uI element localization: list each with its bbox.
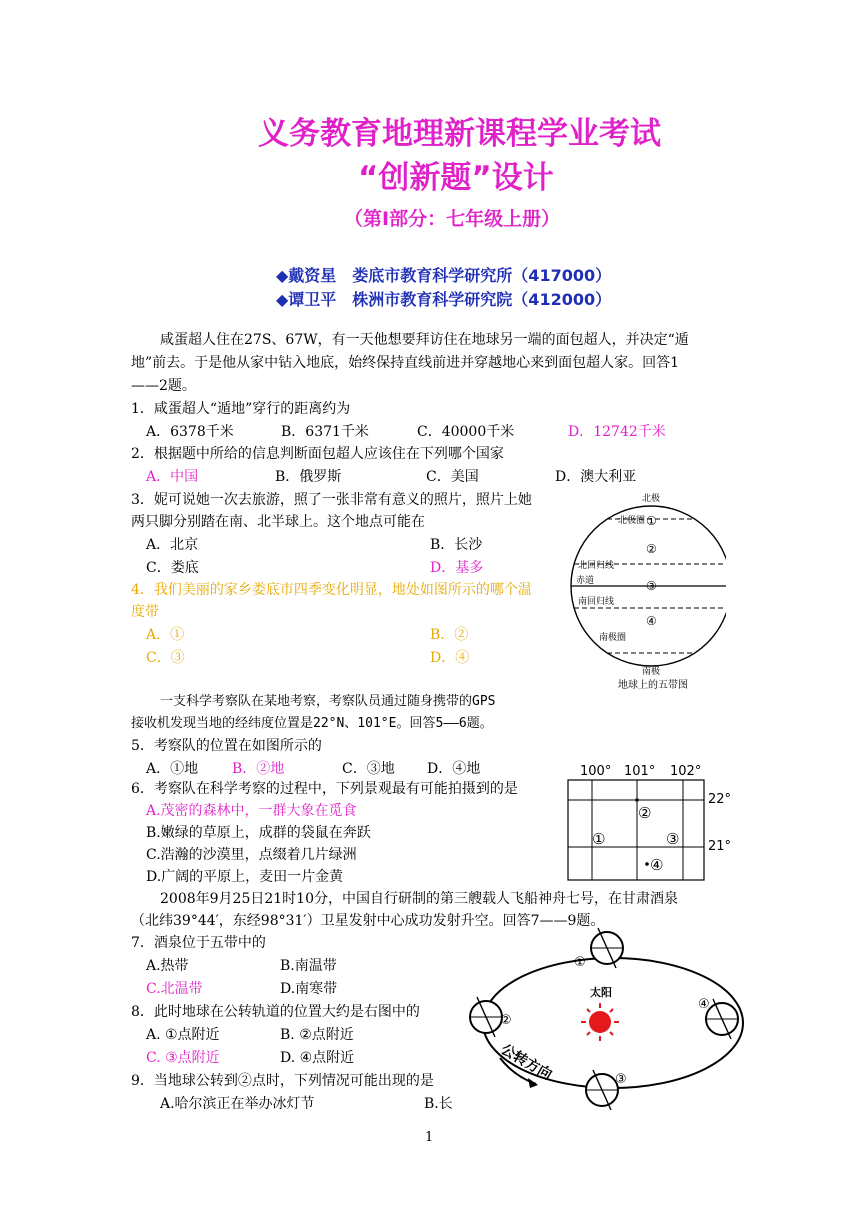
q2-option-c: C．美国	[426, 469, 479, 485]
page-title-line2: “创新题”设计	[358, 160, 554, 196]
q2-option-d: D．澳大利亚	[555, 469, 637, 485]
q1-option-a: A．6378千米	[146, 424, 234, 440]
page-subtitle: （第Ⅰ部分：七年级上册）	[344, 208, 561, 230]
intro1-line1: 咸蛋超人住在27S、67W，有一天他想要拜访住在地球另一端的面包超人，并决定“遁	[160, 332, 689, 348]
q1-stem: 1．咸蛋超人“遁地”穿行的距离约为	[131, 401, 351, 417]
q7-option-a: A.热带	[146, 958, 189, 974]
q8-option-d: D. ④点附近	[280, 1050, 355, 1066]
earth-position-2-icon	[470, 997, 502, 1037]
q8-option-b: B. ②点附近	[280, 1027, 354, 1043]
sun-label: 太阳	[590, 986, 612, 999]
author-2: ◆谭卫平 株洲市教育科学研究院（412000）	[276, 290, 612, 309]
point-1-marker: ①	[592, 830, 606, 848]
label-arctic-circle: 北极圈	[618, 516, 646, 526]
q4-stem-line2: 度带	[131, 604, 159, 620]
q4-option-c: C．③	[146, 650, 185, 666]
label-north-pole: 北极	[642, 494, 661, 504]
q2-stem: 2．根据题中所给的信息判断面包超人应该住在下列哪个国家	[131, 446, 504, 462]
zone-4-marker: ④	[646, 614, 657, 628]
lon-101-label: 101°	[624, 764, 656, 779]
q6-option-d: D.广阔的平原上，麦田一片金黄	[146, 869, 344, 885]
intro1-line3: ——2题。	[131, 378, 196, 394]
q7-option-b: B.南温带	[280, 958, 337, 974]
earth-orbit-diagram	[466, 920, 756, 1115]
q7-stem: 7．酒泉位于五带中的	[131, 935, 266, 951]
q4-option-b: B．②	[430, 627, 469, 643]
earth-position-3-icon	[586, 1070, 618, 1110]
label-south-pole: 南极	[642, 667, 661, 677]
intro3-line1: 2008年9月25日21时10分，中国自行研制的第三艘载人飞船神舟七号，在甘肃酒泉	[160, 891, 678, 907]
author-1: ◆戴资星 娄底市教育科学研究所（417000）	[276, 266, 612, 285]
figure-caption-five-zones: 地球上的五带图	[618, 680, 688, 691]
q1-option-d-answer: D．12742千米	[568, 424, 666, 440]
q8-stem: 8．此时地球在公转轨道的位置大约是右图中的	[131, 1004, 420, 1020]
five-zones-diagram	[566, 488, 726, 693]
q5-option-d: D．④地	[427, 761, 481, 777]
lat-lon-grid-diagram	[566, 760, 746, 885]
zone-3-marker: ③	[646, 579, 657, 593]
point-3-marker: ③	[666, 830, 680, 848]
label-tropic-capricorn: 南回归线	[578, 597, 615, 607]
point-4-marker: ④	[650, 856, 664, 874]
q3-option-d-answer: D．基多	[430, 560, 484, 576]
label-antarctic-circle: 南极圈	[599, 633, 627, 643]
lat-21-label: 21°	[708, 839, 732, 854]
earth-position-1-icon	[591, 928, 623, 968]
q7-option-c-answer: C.北温带	[146, 981, 203, 997]
lat-22-label: 22°	[708, 792, 732, 807]
point-2-marker: ②	[638, 804, 652, 822]
q6-stem: 6．考察队在科学考察的过程中，下列景观最有可能拍摄到的是	[131, 781, 518, 797]
q9-stem: 9．当地球公转到②点时，下列情况可能出现的是	[131, 1073, 434, 1089]
page-number: 1	[425, 1130, 434, 1145]
zone-1-marker: ①	[646, 514, 657, 528]
q5-option-c: C．③地	[342, 761, 395, 777]
q8-option-a: A. ①点附近	[146, 1027, 220, 1043]
page-title-line1: 义务教育地理新课程学业考试	[258, 116, 661, 152]
orbit-point-2-marker: ②	[500, 1013, 512, 1028]
q4-stem-line1: 4．我们美丽的家乡娄底市四季变化明显，地处如图所示的哪个温	[131, 582, 532, 598]
q3-option-b: B．长沙	[430, 537, 483, 553]
q6-option-a-answer: A.茂密的森林中，一群大象在觅食	[146, 803, 357, 819]
orbit-direction-label: 公转方向	[498, 1041, 555, 1084]
earth-position-4-icon	[706, 999, 738, 1039]
q4-option-d: D．④	[430, 650, 470, 666]
intro1-line2: 地”前去。于是他从家中钻入地底，始终保持直线前进并穿越地心来到面包超人家。回答1	[131, 355, 680, 371]
intro3-line2: （北纬39°44′，东经98°31′）卫星发射中心成功发射升空。回答7——9题。	[131, 913, 605, 929]
intro2-line2: 接收机发现当地的经纬度位置是22°N、101°E。回答5——6题。	[131, 716, 493, 731]
orbit-point-1-marker: ①	[574, 955, 586, 970]
q2-option-b: B．俄罗斯	[275, 469, 342, 485]
q3-stem-line2: 两只脚分别踏在南、北半球上。这个地点可能在	[131, 514, 425, 530]
q6-option-c: C.浩瀚的沙漠里，点缀着几片绿洲	[146, 847, 357, 863]
q6-option-b: B.嫩绿的草原上，成群的袋鼠在奔跃	[146, 825, 371, 841]
lon-102-label: 102°	[670, 764, 702, 779]
q4-option-a: A．①	[146, 627, 185, 643]
q3-stem-line1: 3．妮可说她一次去旅游，照了一张非常有意义的照片，照片上她	[131, 492, 532, 508]
q5-option-a: A．①地	[146, 761, 199, 777]
q9-option-a: A.哈尔滨正在举办冰灯节	[160, 1096, 315, 1112]
label-tropic-cancer: 北回归线	[578, 561, 615, 571]
zone-2-marker: ②	[646, 542, 657, 556]
direction-arrow-icon	[528, 1078, 538, 1088]
orbit-point-4-marker: ④	[698, 997, 710, 1012]
label-equator: 赤道	[576, 576, 595, 586]
q7-option-d: D.南寒带	[280, 981, 338, 997]
q3-option-a: A．北京	[146, 537, 199, 553]
sun-icon	[581, 1003, 619, 1041]
q5-stem: 5．考察队的位置在如图所示的	[131, 738, 322, 754]
q1-option-c: C．40000千米	[417, 424, 515, 440]
orbit-point-3-marker: ③	[615, 1072, 627, 1087]
lon-100-label: 100°	[580, 764, 612, 779]
q8-option-c-answer: C. ③点附近	[146, 1050, 220, 1066]
intro2-line1: 一支科学考察队在某地考察，考察队员通过随身携带的GPS	[160, 694, 496, 709]
q2-option-a-answer: A．中国	[146, 469, 199, 485]
q1-option-b: B．6371千米	[281, 424, 369, 440]
q9-option-b: B.长	[424, 1096, 453, 1112]
q3-option-c: C．娄底	[146, 560, 199, 576]
q5-option-b-answer: B．②地	[232, 761, 285, 777]
